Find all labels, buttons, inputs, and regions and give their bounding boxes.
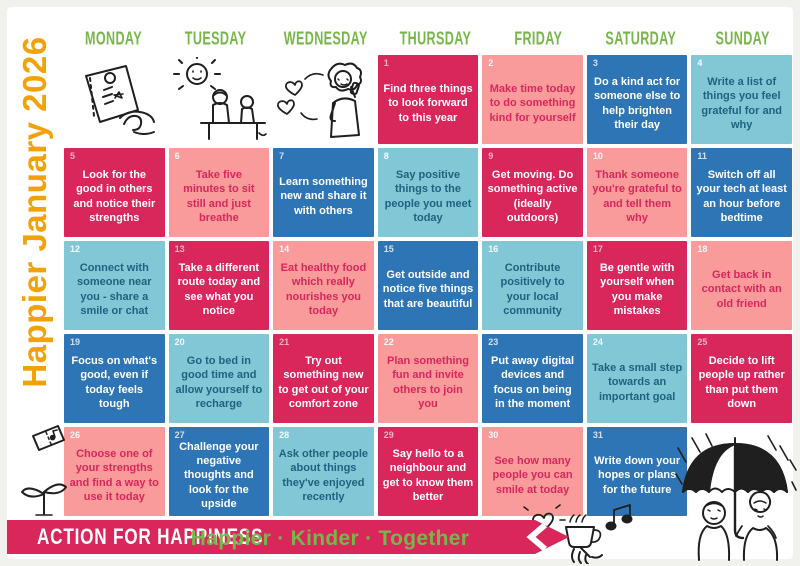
date-number: 9 <box>488 151 494 161</box>
date-number: 8 <box>383 151 389 161</box>
calendar-cell-5 <box>64 148 165 237</box>
calendar-cell-23 <box>482 334 583 423</box>
daily-action-text: Say positive things to the people you meet today <box>384 169 472 224</box>
daily-action-text: Put away digital devices and focus on being in the moment <box>490 355 575 410</box>
calendar-cell-14 <box>273 241 374 330</box>
daily-action-text: Go to bed in good time and allow yourself to recharge <box>175 355 263 410</box>
daily-action-text: Plan something fun and invite others to join you <box>387 355 469 410</box>
date-number: 22 <box>383 337 394 347</box>
calendar-cell-27 <box>169 427 270 516</box>
calendar-cell-26 <box>64 427 165 516</box>
date-number: 20 <box>174 337 185 347</box>
daily-action-text: Get moving. Do something active (ideally outdoors) <box>487 169 578 224</box>
calendar-cell-19 <box>64 334 165 423</box>
date-number: 25 <box>697 337 708 347</box>
calendar-cell-22 <box>378 334 479 423</box>
daily-action-text: Contribute positively to your local community <box>500 262 565 317</box>
date-number: 18 <box>697 244 708 254</box>
daily-action-text: Choose one of your strengths and find a way to use it today <box>69 448 159 503</box>
brand-name: ACTION FOR HAPPINESS <box>37 524 264 549</box>
day-header-wednesday: WEDNESDAY <box>283 28 368 49</box>
daily-action-text: Decide to lift people up rather than put them down <box>698 355 785 410</box>
calendar-cell-8 <box>378 148 479 237</box>
daily-action-text: Make time today to do something kind for yourself <box>489 83 576 124</box>
date-number: 31 <box>592 430 603 440</box>
phone-hearts-doodle <box>273 55 374 144</box>
calendar-cell-24 <box>587 334 688 423</box>
daily-action-text: Be gentle with yourself when you make mistakes <box>599 262 675 317</box>
umbrella-couple-doodle <box>672 430 798 562</box>
daily-action-text: Challenge your negative thoughts and look for the upside <box>179 441 259 510</box>
date-number: 28 <box>279 430 290 440</box>
day-header-row <box>64 28 792 50</box>
sun-bench-people-doodle <box>169 55 270 144</box>
day-header-thursday: THURSDAY <box>399 28 472 49</box>
day-header-sunday: SUNDAY <box>715 28 770 49</box>
page-title: Happier January 2026 <box>16 36 53 388</box>
daily-action-text: Get back in contact with an old friend <box>701 269 782 310</box>
day-header-tuesday: TUESDAY <box>184 28 247 49</box>
calendar-cell-29 <box>378 427 479 516</box>
daily-action-text: Ask other people about things they've enjoyed recently <box>278 448 369 503</box>
date-number: 21 <box>279 337 290 347</box>
date-number: 30 <box>488 430 499 440</box>
date-number: 15 <box>383 244 394 254</box>
daily-action-text: Try out something new to get out of your comfort zone <box>278 355 369 410</box>
calendar-cell-13 <box>169 241 270 330</box>
calendar-cell-25 <box>691 334 792 423</box>
calendar-cell-10 <box>587 148 688 237</box>
date-number: 23 <box>488 337 499 347</box>
calendar-cell-21 <box>273 334 374 423</box>
calendar-cell-16 <box>482 241 583 330</box>
calendar-cell-15 <box>378 241 479 330</box>
calendar-cell-12 <box>64 241 165 330</box>
daily-action-text: Write a list of things you feel grateful for and why <box>701 76 783 131</box>
calendar-cell-9 <box>482 148 583 237</box>
sprout-doodle <box>18 468 70 520</box>
calendar-cell-11 <box>691 148 792 237</box>
daily-action-text: Say hello to a neighbour and get to know them better <box>382 448 474 503</box>
date-number: 12 <box>70 244 81 254</box>
calendar-cell-20 <box>169 334 270 423</box>
daily-action-text: Write down your hopes or plans for the future <box>594 455 681 496</box>
daily-action-text: Connect with someone near you - share a smile or chat <box>76 262 152 317</box>
date-number: 6 <box>174 151 180 161</box>
calendar-cell-18 <box>691 241 792 330</box>
date-number: 2 <box>488 58 494 68</box>
daily-action-text: Focus on what's good, even if today feels tough <box>71 355 158 410</box>
date-number: 17 <box>592 244 603 254</box>
calendar-cell-7 <box>273 148 374 237</box>
daily-action-text: Do a kind act for someone else to help brighten their day <box>594 76 681 131</box>
daily-action-text: Learn something new and share it with others <box>279 176 368 217</box>
daily-action-text: Thank someone you're grateful to and tell them why <box>592 169 682 224</box>
calendar-cell-1 <box>378 55 479 144</box>
date-number: 7 <box>279 151 285 161</box>
date-number: 26 <box>70 430 81 440</box>
day-header-friday: FRIDAY <box>513 28 562 49</box>
daily-action-text: Take five minutes to sit still and just breathe <box>183 169 255 224</box>
calendar-cell-4 <box>691 55 792 144</box>
date-number: 29 <box>383 430 394 440</box>
date-number: 10 <box>592 151 603 161</box>
daily-action-text: Look for the good in others and notice their strengths <box>73 169 156 224</box>
date-number: 5 <box>70 151 76 161</box>
date-number: 14 <box>279 244 290 254</box>
day-header-monday: MONDAY <box>84 28 142 49</box>
ticket-doodle <box>24 422 68 464</box>
calendar-cell-6 <box>169 148 270 237</box>
daily-action-text: Take a small step towards an important goal <box>591 362 683 403</box>
daily-action-text: Get outside and notice five things that are beautiful <box>382 269 474 310</box>
date-number: 11 <box>697 151 707 161</box>
date-number: 1 <box>383 58 389 68</box>
day-header-saturday: SATURDAY <box>604 28 676 49</box>
daily-action-text: Find three things to look forward to this year <box>383 83 473 124</box>
daily-action-text: Eat healthy food which really nourishes you today <box>280 262 367 317</box>
date-number: 24 <box>592 337 603 347</box>
daily-action-text: Switch off all your tech at least an hour before bedtime <box>696 169 787 224</box>
date-number: 4 <box>697 58 703 68</box>
calendar-cell-17 <box>587 241 688 330</box>
footer-tagline: Happier · Kinder · Together <box>190 527 470 550</box>
date-number: 3 <box>592 58 598 68</box>
journal-hand-doodle <box>64 55 165 144</box>
daily-action-text: See how many people you can smile at today <box>492 455 573 496</box>
date-number: 19 <box>70 337 81 347</box>
date-number: 27 <box>174 430 185 440</box>
calendar-cell-2 <box>482 55 583 144</box>
calendar-cell-3 <box>587 55 688 144</box>
date-number: 16 <box>488 244 499 254</box>
date-number: 13 <box>174 244 185 254</box>
calendar-cell-28 <box>273 427 374 516</box>
daily-action-text: Take a different route today and see what you notice <box>177 262 261 317</box>
